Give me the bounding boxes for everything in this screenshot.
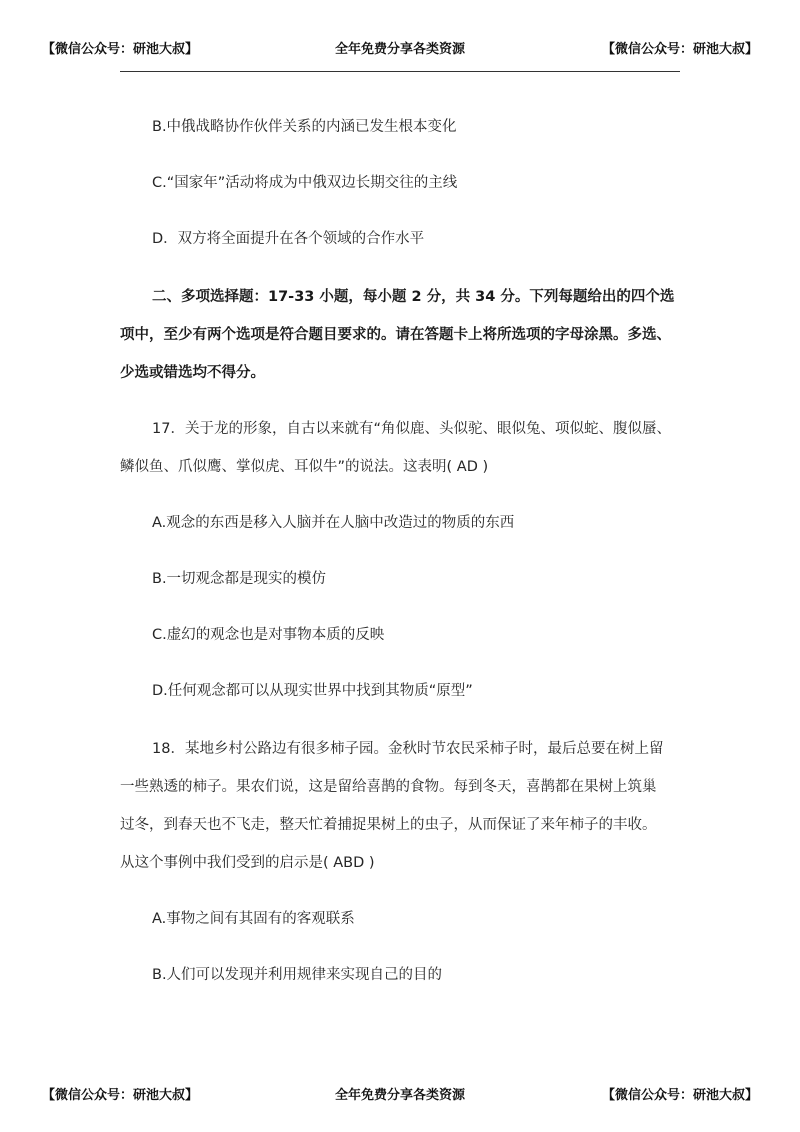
q17-stem-line-2: 鳞似鱼、爪似鹰、掌似虎、耳似牛”的说法。这表明( AD ) xyxy=(120,459,489,475)
prev-option-c: C.“国家年”活动将成为中俄双边长期交往的主线 xyxy=(152,175,458,191)
header-right-text: 【微信公众号：研池大叔】 xyxy=(601,42,758,57)
footer-center-text: 全年免费分享各类资源 xyxy=(334,1088,465,1103)
q17-option-d: D.任何观念都可以从现实世界中找到其物质“原型” xyxy=(152,683,473,699)
q18-stem-line-3: 过冬，到春天也不飞走，整天忙着捕捉果树上的虫子，从而保证了来年柿子的丰收。 xyxy=(120,817,657,833)
q18-stem-line-2: 一些熟透的柿子。果农们说，这是留给喜鹊的食物。每到冬天，喜鹊都在果树上筑巢 xyxy=(120,779,657,795)
section-heading-line-3: 少选或错选均不得分。 xyxy=(120,365,265,381)
q18-option-a: A.事物之间有其固有的客观联系 xyxy=(152,911,355,927)
header-left-text: 【微信公众号：研池大叔】 xyxy=(42,42,199,57)
prev-option-b: B.中俄战略协作伙伴关系的内涵已发生根本变化 xyxy=(152,119,457,135)
header-center-text: 全年免费分享各类资源 xyxy=(334,42,465,57)
q17-option-b: B.一切观念都是现实的模仿 xyxy=(152,571,327,587)
q17-option-a: A.观念的东西是移入人脑并在人脑中改造过的物质的东西 xyxy=(152,515,515,531)
prev-option-d: D．双方将全面提升在各个领域的合作水平 xyxy=(152,231,425,247)
footer-right-text: 【微信公众号：研池大叔】 xyxy=(601,1088,758,1103)
footer-left-text: 【微信公众号：研池大叔】 xyxy=(42,1088,199,1103)
q17-stem-line-1: 17．关于龙的形象，自古以来就有“角似鹿、头似驼、眼似兔、项似蛇、腹似蜃、 xyxy=(152,421,671,437)
q18-stem-line-4: 从这个事例中我们受到的启示是( ABD ) xyxy=(120,855,375,871)
section-heading-line-1: 二、多项选择题：17-33 小题，每小题 2 分，共 34 分。下列每题给出的四个选 xyxy=(152,289,675,305)
header-divider xyxy=(120,71,680,72)
q17-option-c: C.虚幻的观念也是对事物本质的反映 xyxy=(152,627,385,643)
q18-option-b: B.人们可以发现并利用规律来实现自己的目的 xyxy=(152,967,443,983)
q18-stem-line-1: 18．某地乡村公路边有很多柿子园。金秋时节农民采柿子时，最后总要在树上留 xyxy=(152,741,664,757)
section-heading-line-2: 项中，至少有两个选项是符合题目要求的。请在答题卡上将所选项的字母涂黑。多选、 xyxy=(120,327,671,343)
